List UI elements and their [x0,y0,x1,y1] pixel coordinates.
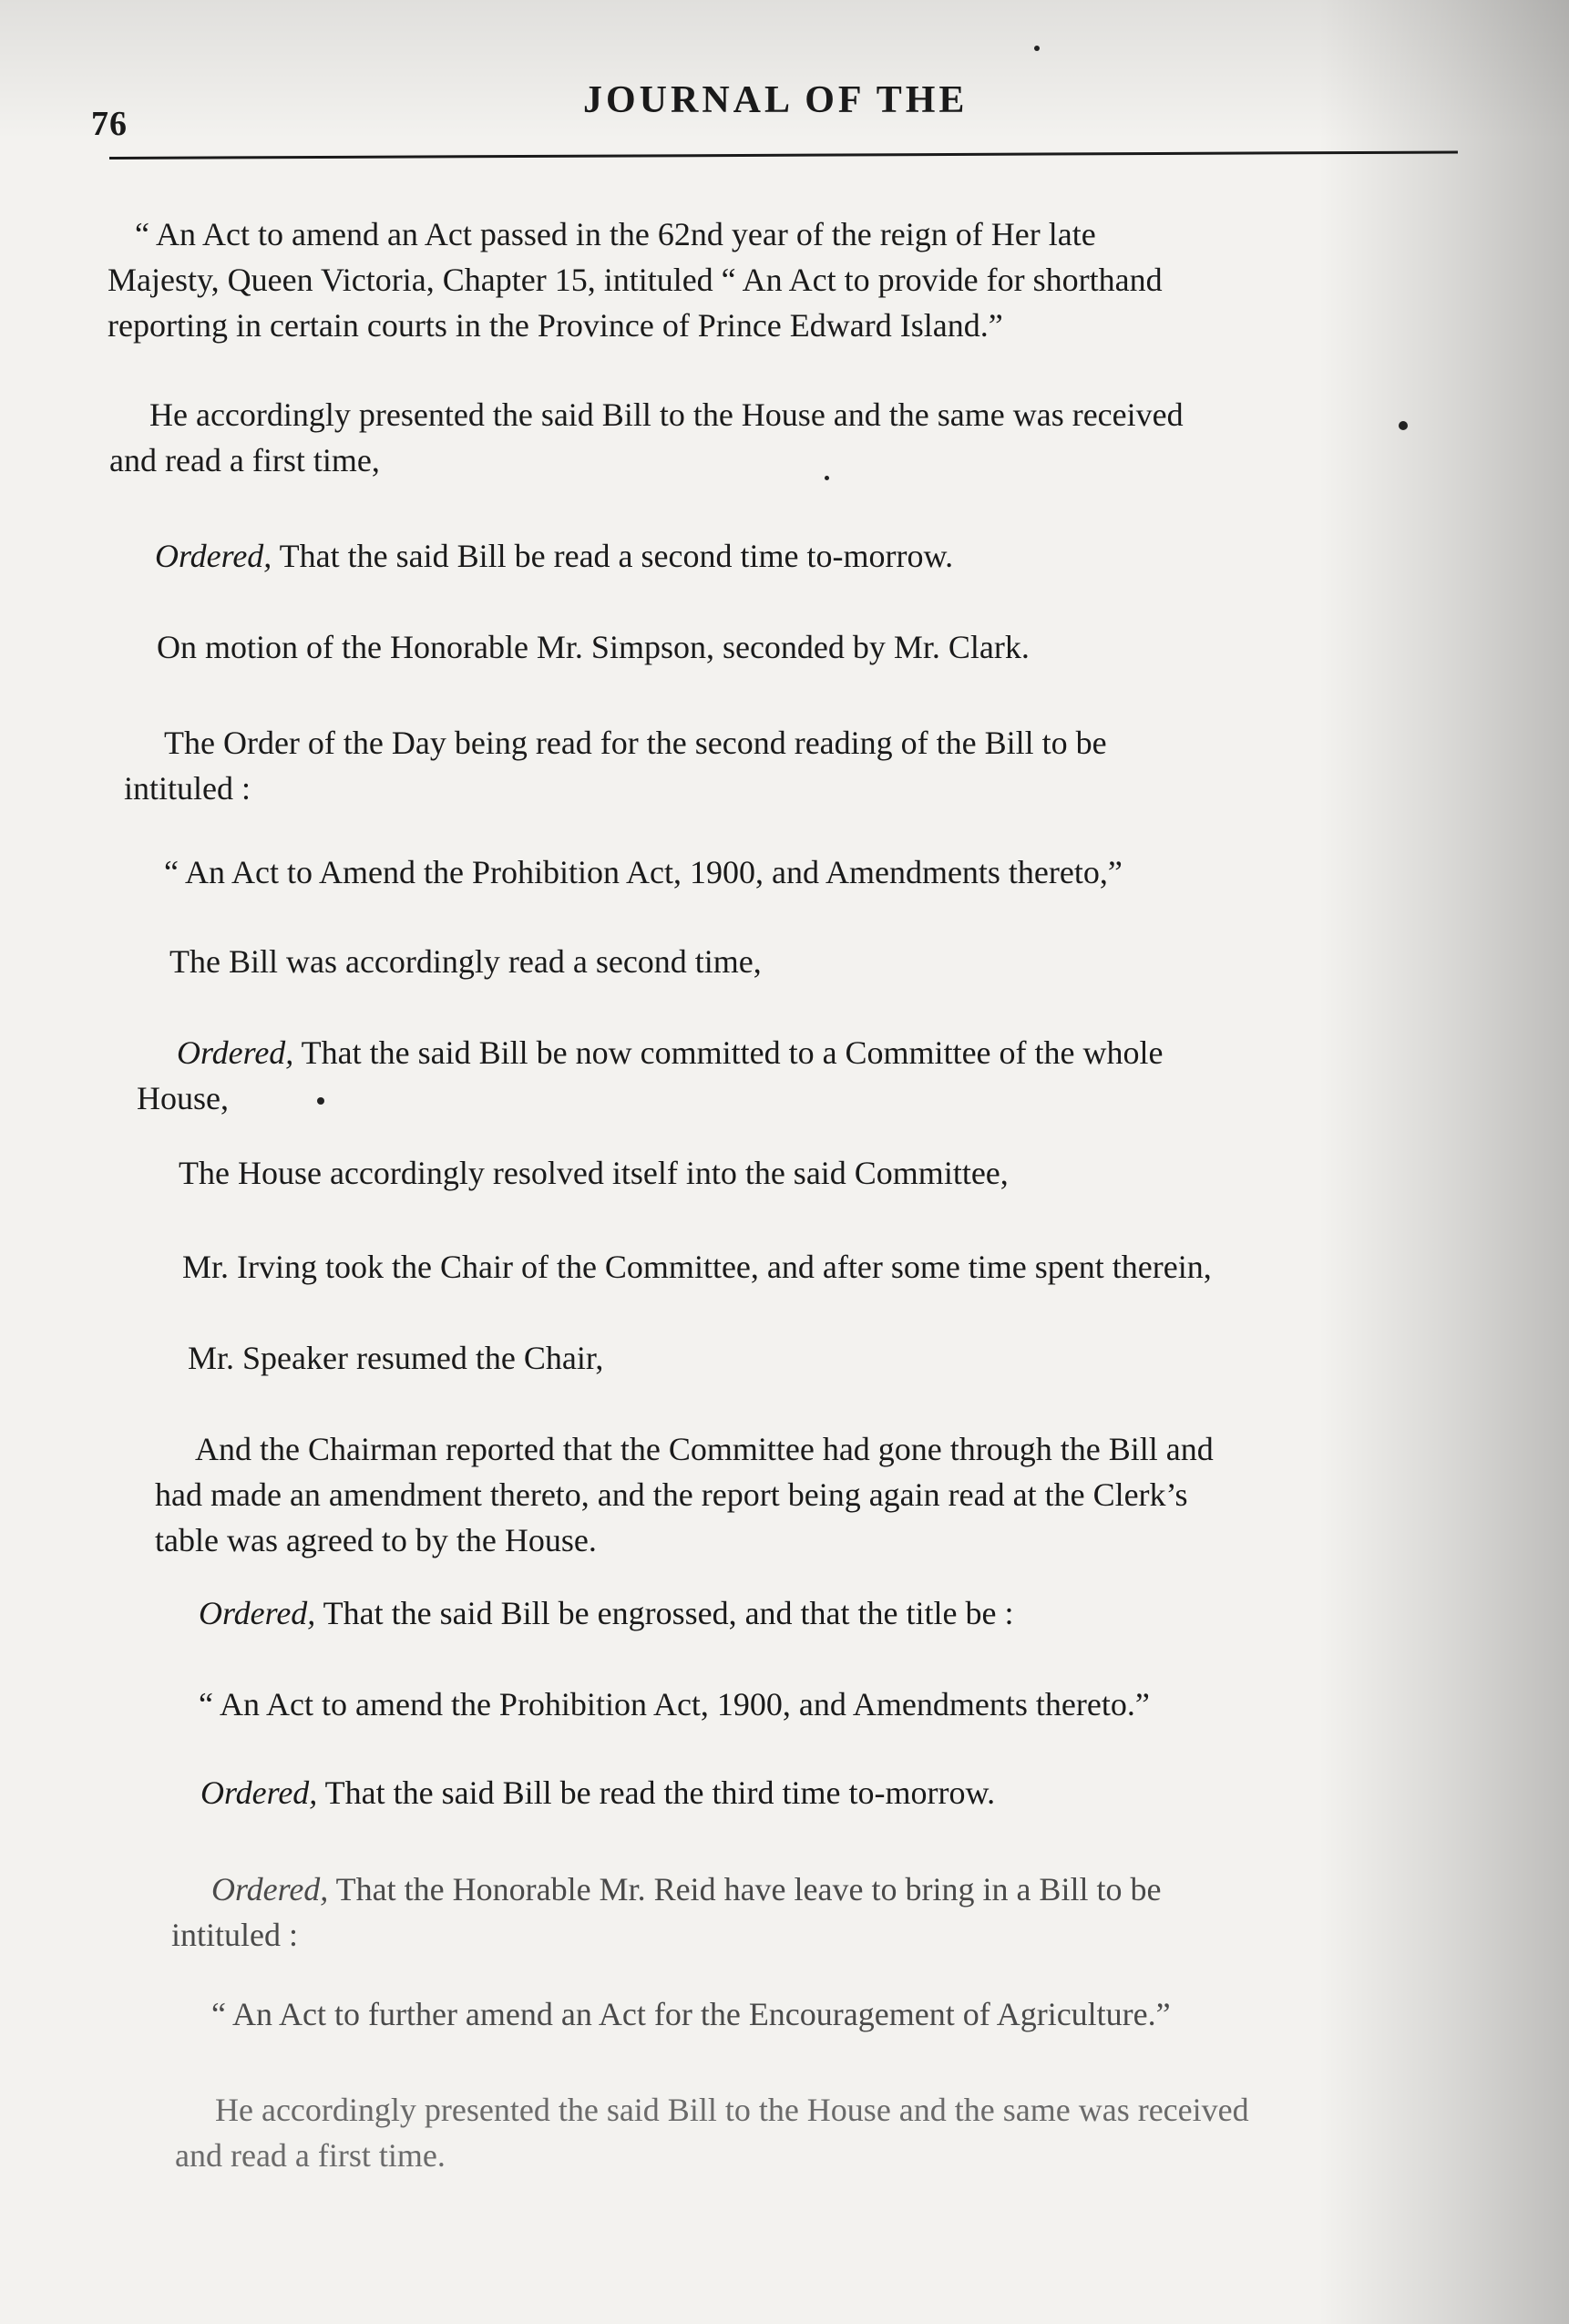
paragraph-ordered-committed [137,1030,1163,1121]
text-line: and read a first time, [109,442,380,478]
paragraph-ordered-second-reading [155,533,953,579]
text-line: “ An Act to further amend an Act for the Encouragement of Agriculture.” [211,1996,1171,2032]
text-line: had made an amendment thereto, and the report being again read at the Clerk’s [155,1476,1188,1513]
text-line: intituled : [124,770,251,807]
text-line: The House accordingly resolved itself into the said Committee, [179,1155,1009,1191]
paragraph-act-prohibition-title-final [199,1681,1150,1727]
text-line: Mr. Irving took the Chair of the Committee, and after some time spent therein, [182,1249,1212,1285]
text-line: That the said Bill be read a second time to-morrow. [272,538,954,574]
paragraph-order-of-day [124,720,1107,811]
header-rule [109,151,1458,159]
ink-speck [317,1097,324,1105]
text-line: table was agreed to by the House. [155,1522,597,1558]
text-line: intituled : [171,1917,298,1953]
ink-speck [1399,421,1408,430]
paragraph-presented-bill [109,392,1184,483]
paragraph-presented-bill-final [175,2087,1249,2178]
text-line: reporting in certain courts in the Province of Prince Edward Island.” [108,307,1003,344]
text-line: That the said Bill be engrossed, and that the title be : [315,1595,1014,1631]
ordered-label: Ordered, [177,1034,294,1071]
text-line: The Order of the Day being read for the second reading of the Bill to be [164,725,1107,761]
paragraph-act-prohibition-title [164,849,1123,895]
text-line: That the Honorable Mr. Reid have leave to bring in a Bill to be [328,1871,1162,1908]
paragraph-act-shorthand-title [108,211,1163,348]
text-line: “ An Act to Amend the Prohibition Act, 1900, and Amendments thereto,” [164,854,1123,890]
ordered-label: Ordered, [155,538,272,574]
text-line: House, [137,1080,229,1116]
ordered-label: Ordered, [199,1595,316,1631]
text-line: “ An Act to amend an Act passed in the 62nd year of the reign of Her late [135,216,1096,252]
paragraph-act-agriculture-title [211,1991,1171,2037]
page-header [91,71,1458,144]
paragraph-chairman-reported [155,1426,1214,1563]
text-line: Mr. Speaker resumed the Chair, [188,1340,604,1376]
paragraph-speaker-resumed [188,1335,603,1381]
paragraph-irving-chair [182,1244,1212,1290]
text-line: “ An Act to amend the Prohibition Act, 1900, and Amendments thereto.” [199,1686,1150,1722]
paragraph-ordered-engrossed [199,1590,1013,1636]
text-line: He accordingly presented the said Bill to the House and the same was received [149,396,1184,433]
ink-speck [1034,46,1040,51]
paragraph-read-second-time [169,939,762,984]
text-line: That the said Bill be read the third time to-morrow. [317,1774,996,1811]
text-line: That the said Bill be now committed to a Committee of the whole [293,1034,1164,1071]
text-line: On motion of the Honorable Mr. Simpson, seconded by Mr. Clark. [157,629,1030,665]
paragraph-motion [157,624,1030,670]
text-line: Majesty, Queen Victoria, Chapter 15, intituled “ An Act to provide for shorthand [108,262,1163,298]
text-line: He accordingly presented the said Bill to the House and the same was received [215,2092,1249,2128]
running-title: JOURNAL OF THE [583,79,969,121]
text-line: and read a first time. [175,2137,446,2174]
paragraph-ordered-third-reading [200,1770,995,1815]
text-line: The Bill was accordingly read a second time, [169,943,762,980]
paragraph-resolved-committee [179,1150,1009,1196]
text-line: And the Chairman reported that the Committee had gone through the Bill and [195,1431,1214,1467]
ink-speck [825,476,829,480]
ordered-label: Ordered, [200,1774,318,1811]
paragraph-ordered-leave-reid [171,1866,1161,1958]
page-number: 76 [91,105,128,143]
ordered-label: Ordered, [211,1871,329,1908]
